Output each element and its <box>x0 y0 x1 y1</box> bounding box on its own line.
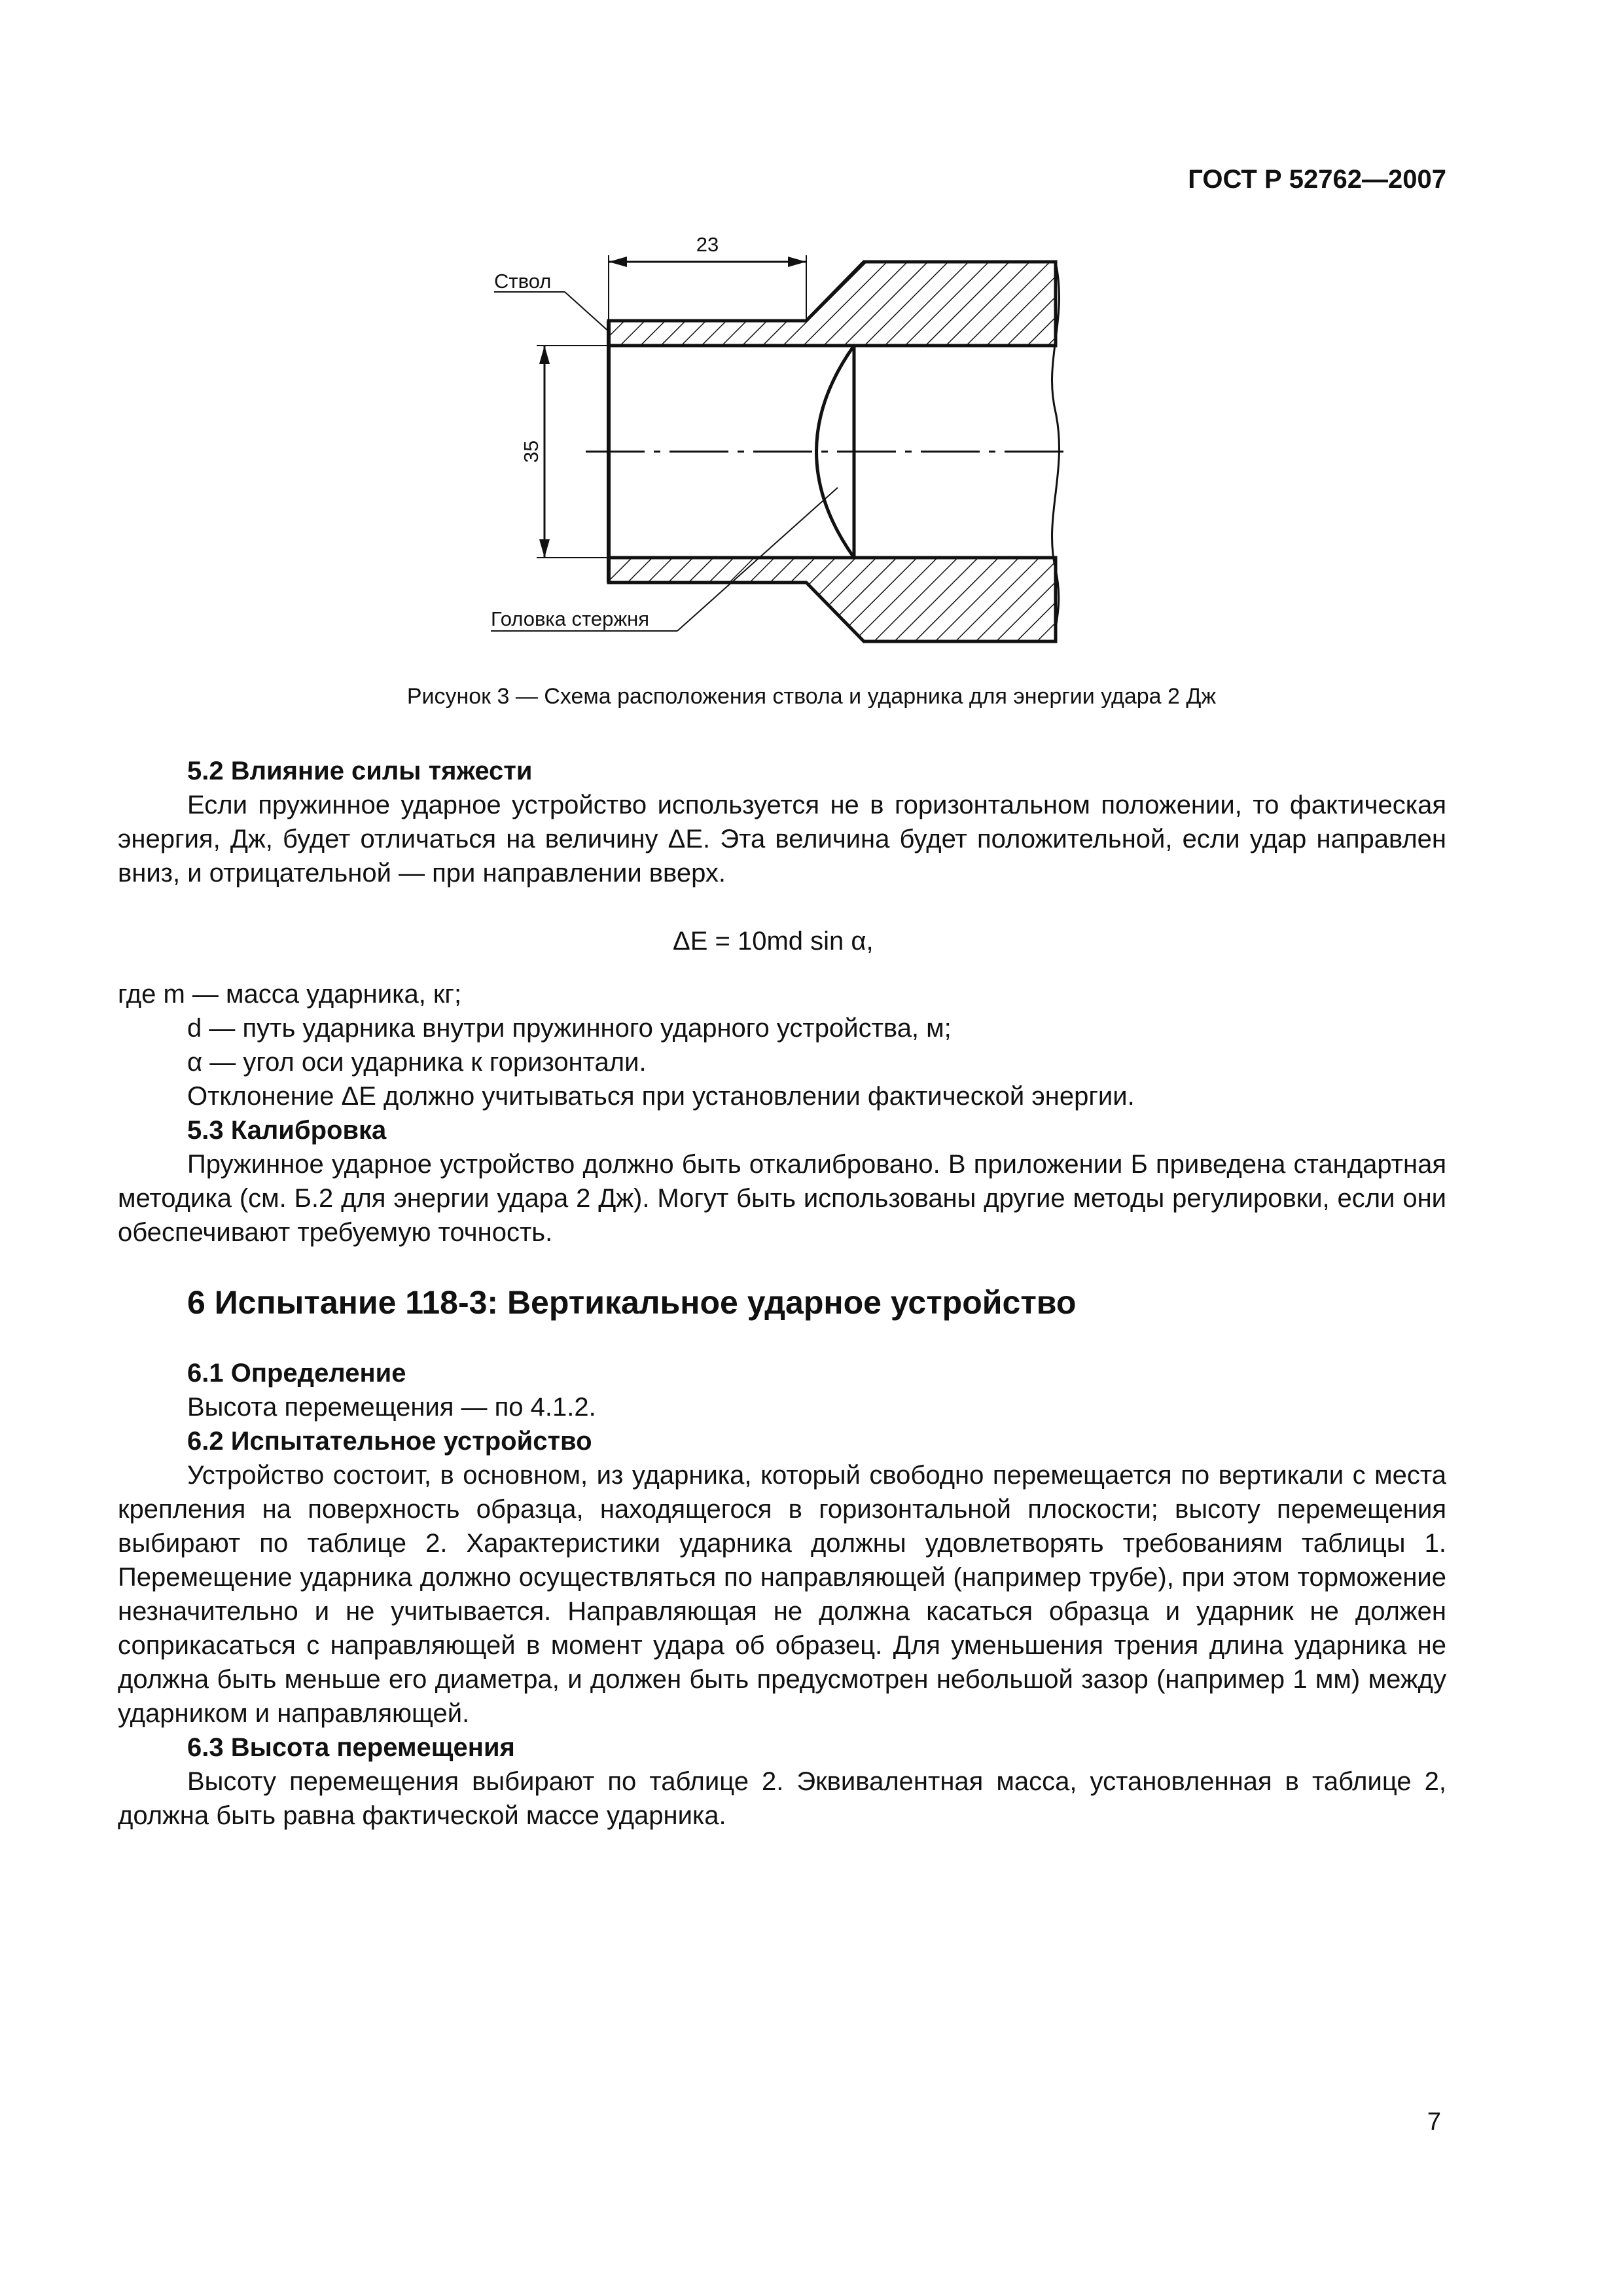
rod-head-label: Головка стержня <box>491 607 649 630</box>
barrel-label: Ствол <box>494 270 552 293</box>
formula-delta-e: ΔE = 10md sin α, <box>673 927 874 956</box>
page-number: 7 <box>1427 2108 1441 2136</box>
heading-6-1: 6.1 Определение <box>187 1359 406 1388</box>
dimension-height-value: 35 <box>520 440 543 463</box>
dimension-width <box>609 233 806 321</box>
heading-5-2: 5.2 Влияние силы тяжести <box>187 757 533 785</box>
lower-wall-section <box>609 558 1056 641</box>
heading-section-6: 6 Испытание 118-3: Вертикальное ударное устройство <box>187 1284 1077 1321</box>
paragraph-6-3: Высоту перемещения выбирают по таблице 2. Эквивалентная масса, установленная в таблице 2, должна быть равна фактической массе ударника. <box>118 1767 1446 1830</box>
definition-m: где m — масса ударника, кг; <box>118 980 462 1009</box>
definition-alpha: α — угол оси ударника к горизонтали. <box>187 1048 647 1077</box>
paragraph-6-2: Устройство состоит, в основном, из ударника, который свободно перемещается по вертикали с места крепления на поверхность образца, находящегося в горизонтальной плоскости; высоту перемещения выбирают по таблице 2. Характеристики ударника должны удовлетворять требованиям таблицы 1. Перемещение ударника должно осуществляться по направляющей (например трубе), при этом торможение незначительно и не учитывается. Направляющая не должна касаться образца и ударник не должен соприкасаться с направляющей в момент удара об образец. Для уменьшения трения длина ударника не должна быть меньше его диаметра, и должен быть предусмотрен небольшой зазор (например 1 мм) между ударником и направляющей. <box>118 1461 1446 1728</box>
upper-wall-section <box>609 262 1056 346</box>
heading-6-3: 6.3 Высота перемещения <box>187 1733 515 1762</box>
barrel-striker-diagram <box>471 229 1093 661</box>
figure-caption: Рисунок 3 — Схема расположения ствола и ударника для энергии удара 2 Дж <box>406 684 1217 709</box>
paragraph-6-1: Высота перемещения — по 4.1.2. <box>187 1393 596 1422</box>
heading-6-2: 6.2 Испытательное устройство <box>187 1427 592 1456</box>
dimension-width-value: 23 <box>696 233 719 256</box>
document-code: ГОСТ Р 52762—2007 <box>1188 165 1446 194</box>
heading-5-3: 5.3 Калибровка <box>187 1116 387 1145</box>
paragraph-5-3: Пружинное ударное устройство должно быть откалибровано. В приложении Б приведена стандартная методика (см. Б.2 для энергии удара 2 Дж). Могут быть использованы другие методы регулировки, если они обеспечивают требуемую точность. <box>118 1150 1446 1247</box>
paragraph-5-2: Если пружинное ударное устройство используется не в горизонтальном положении, то фактическая энергия, Дж, будет отличаться на величину ΔE. Эта величина будет положительной, если удар направлен вниз, и отрицательной — при направлении вверх. <box>118 791 1446 888</box>
definition-d: d — путь ударника внутри пружинного ударного устройства, м; <box>187 1014 952 1043</box>
note-delta-e: Отклонение ΔE должно учитываться при установлении фактической энергии. <box>187 1082 1135 1111</box>
document-body <box>118 754 1446 1833</box>
barrel-leader <box>494 270 610 332</box>
